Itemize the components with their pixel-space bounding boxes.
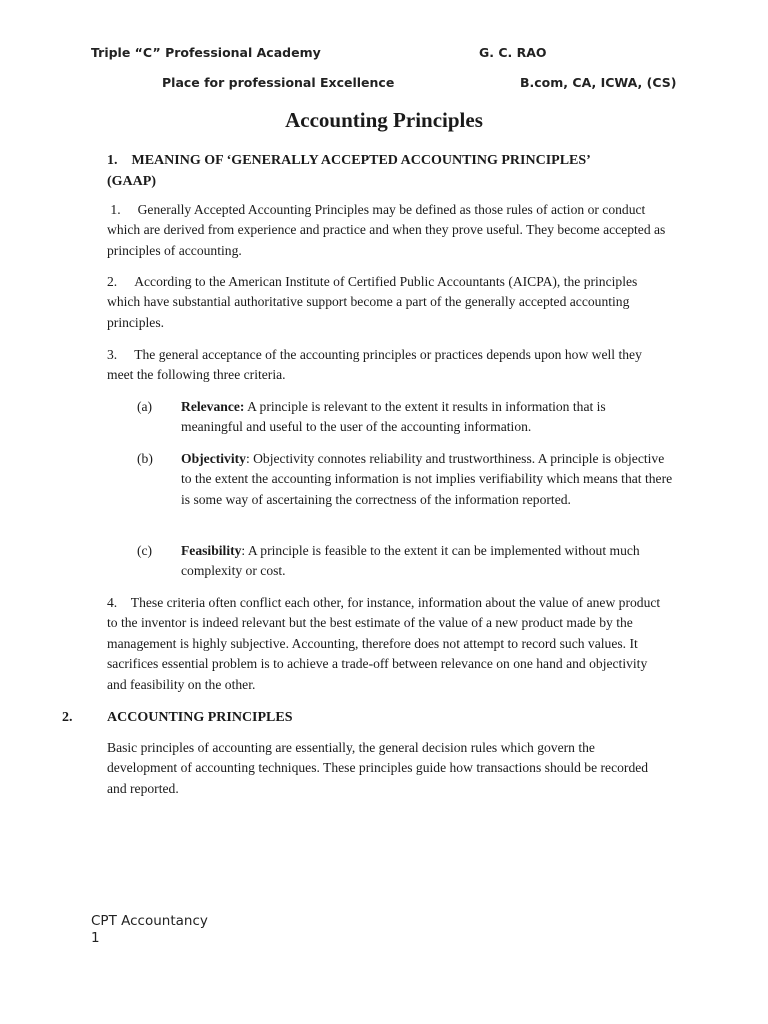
footer	[91, 913, 208, 947]
section1-number: 1.	[107, 153, 118, 168]
paragraph-text: According to the American Institute of Certified Public Accountants (AICPA), the principles which have substantial authoritative support become a part of the generally accepted accounting principles.	[107, 274, 638, 330]
section2-heading: ACCOUNTING PRINCIPLES	[107, 710, 293, 725]
paragraph-text: The general acceptance of the accounting principles or practices depends upon how well they meet the following three criteria.	[107, 347, 642, 383]
section1-heading-line1: MEANING OF ‘GENERALLY ACCEPTED ACCOUNTING PRINCIPLES’	[131, 153, 591, 168]
section1-paragraph-1	[107, 200, 667, 261]
criterion-a-label: (a)	[137, 399, 153, 414]
section1-heading-line2: (GAAP)	[107, 174, 156, 189]
section1-paragraph-3	[107, 345, 667, 386]
paragraph-number: 1.	[110, 202, 121, 217]
header-academy-name: Triple “C” Professional Academy	[91, 45, 321, 60]
paragraph-number: 4.	[107, 595, 118, 610]
criterion-term: Relevance:	[181, 399, 245, 414]
section2-number: 2.	[62, 710, 73, 725]
page-title: Accounting Principles	[285, 108, 483, 132]
criterion-text: : Objectivity connotes reliability and trustworthiness. A principle is objective to the extent the accounting information is not implies verifiability which means that there is some way of ascertaining the correctness of the information reported.	[181, 451, 673, 507]
section2-paragraph-1: Basic principles of accounting are essentially, the general decision rules which govern the development of accounting techniques. These principles guide how transactions should be recorded and reported.	[107, 740, 649, 796]
page-number: 1	[91, 930, 100, 946]
criterion-text: A principle is relevant to the extent it results in information that is meaningful and useful to the user of the accounting information.	[181, 399, 606, 435]
section1-paragraph-2	[107, 272, 672, 333]
criterion-a	[181, 397, 656, 438]
criterion-b-label: (b)	[137, 451, 153, 466]
footer-label: CPT Accountancy	[91, 913, 208, 929]
section1-heading	[107, 150, 667, 192]
criterion-text: : A principle is feasible to the extent it can be implemented without much complexity or cost.	[181, 543, 640, 579]
criterion-c	[181, 541, 656, 582]
criterion-term: Feasibility	[181, 543, 242, 558]
criterion-c-label: (c)	[137, 543, 153, 558]
section1-paragraph-4	[107, 593, 667, 695]
paragraph-number: 3.	[107, 347, 118, 362]
criterion-b	[181, 449, 676, 510]
criterion-term: Objectivity	[181, 451, 246, 466]
paragraph-text: These criteria often conflict each other, for instance, information about the value of anew product to the inventor is indeed relevant but the best estimate of the value of a new product made by the management is highly subjective. Accounting, therefore does not attempt to record such values. It sacrifices essential problem is to achieve a trade-off between relevance on one hand and objectivity and feasibility on the other.	[107, 595, 661, 692]
paragraph-text: Generally Accepted Accounting Principles may be defined as those rules of action or conduct which are derived from experience and practice and when they prove useful. They become accepted as principles of accounting.	[107, 202, 666, 258]
header-author-name: G. C. RAO	[479, 45, 547, 60]
paragraph-number: 2.	[107, 274, 118, 289]
header-tagline: Place for professional Excellence	[162, 75, 395, 90]
header-qualifications: B.com, CA, ICWA, (CS)	[520, 75, 677, 90]
